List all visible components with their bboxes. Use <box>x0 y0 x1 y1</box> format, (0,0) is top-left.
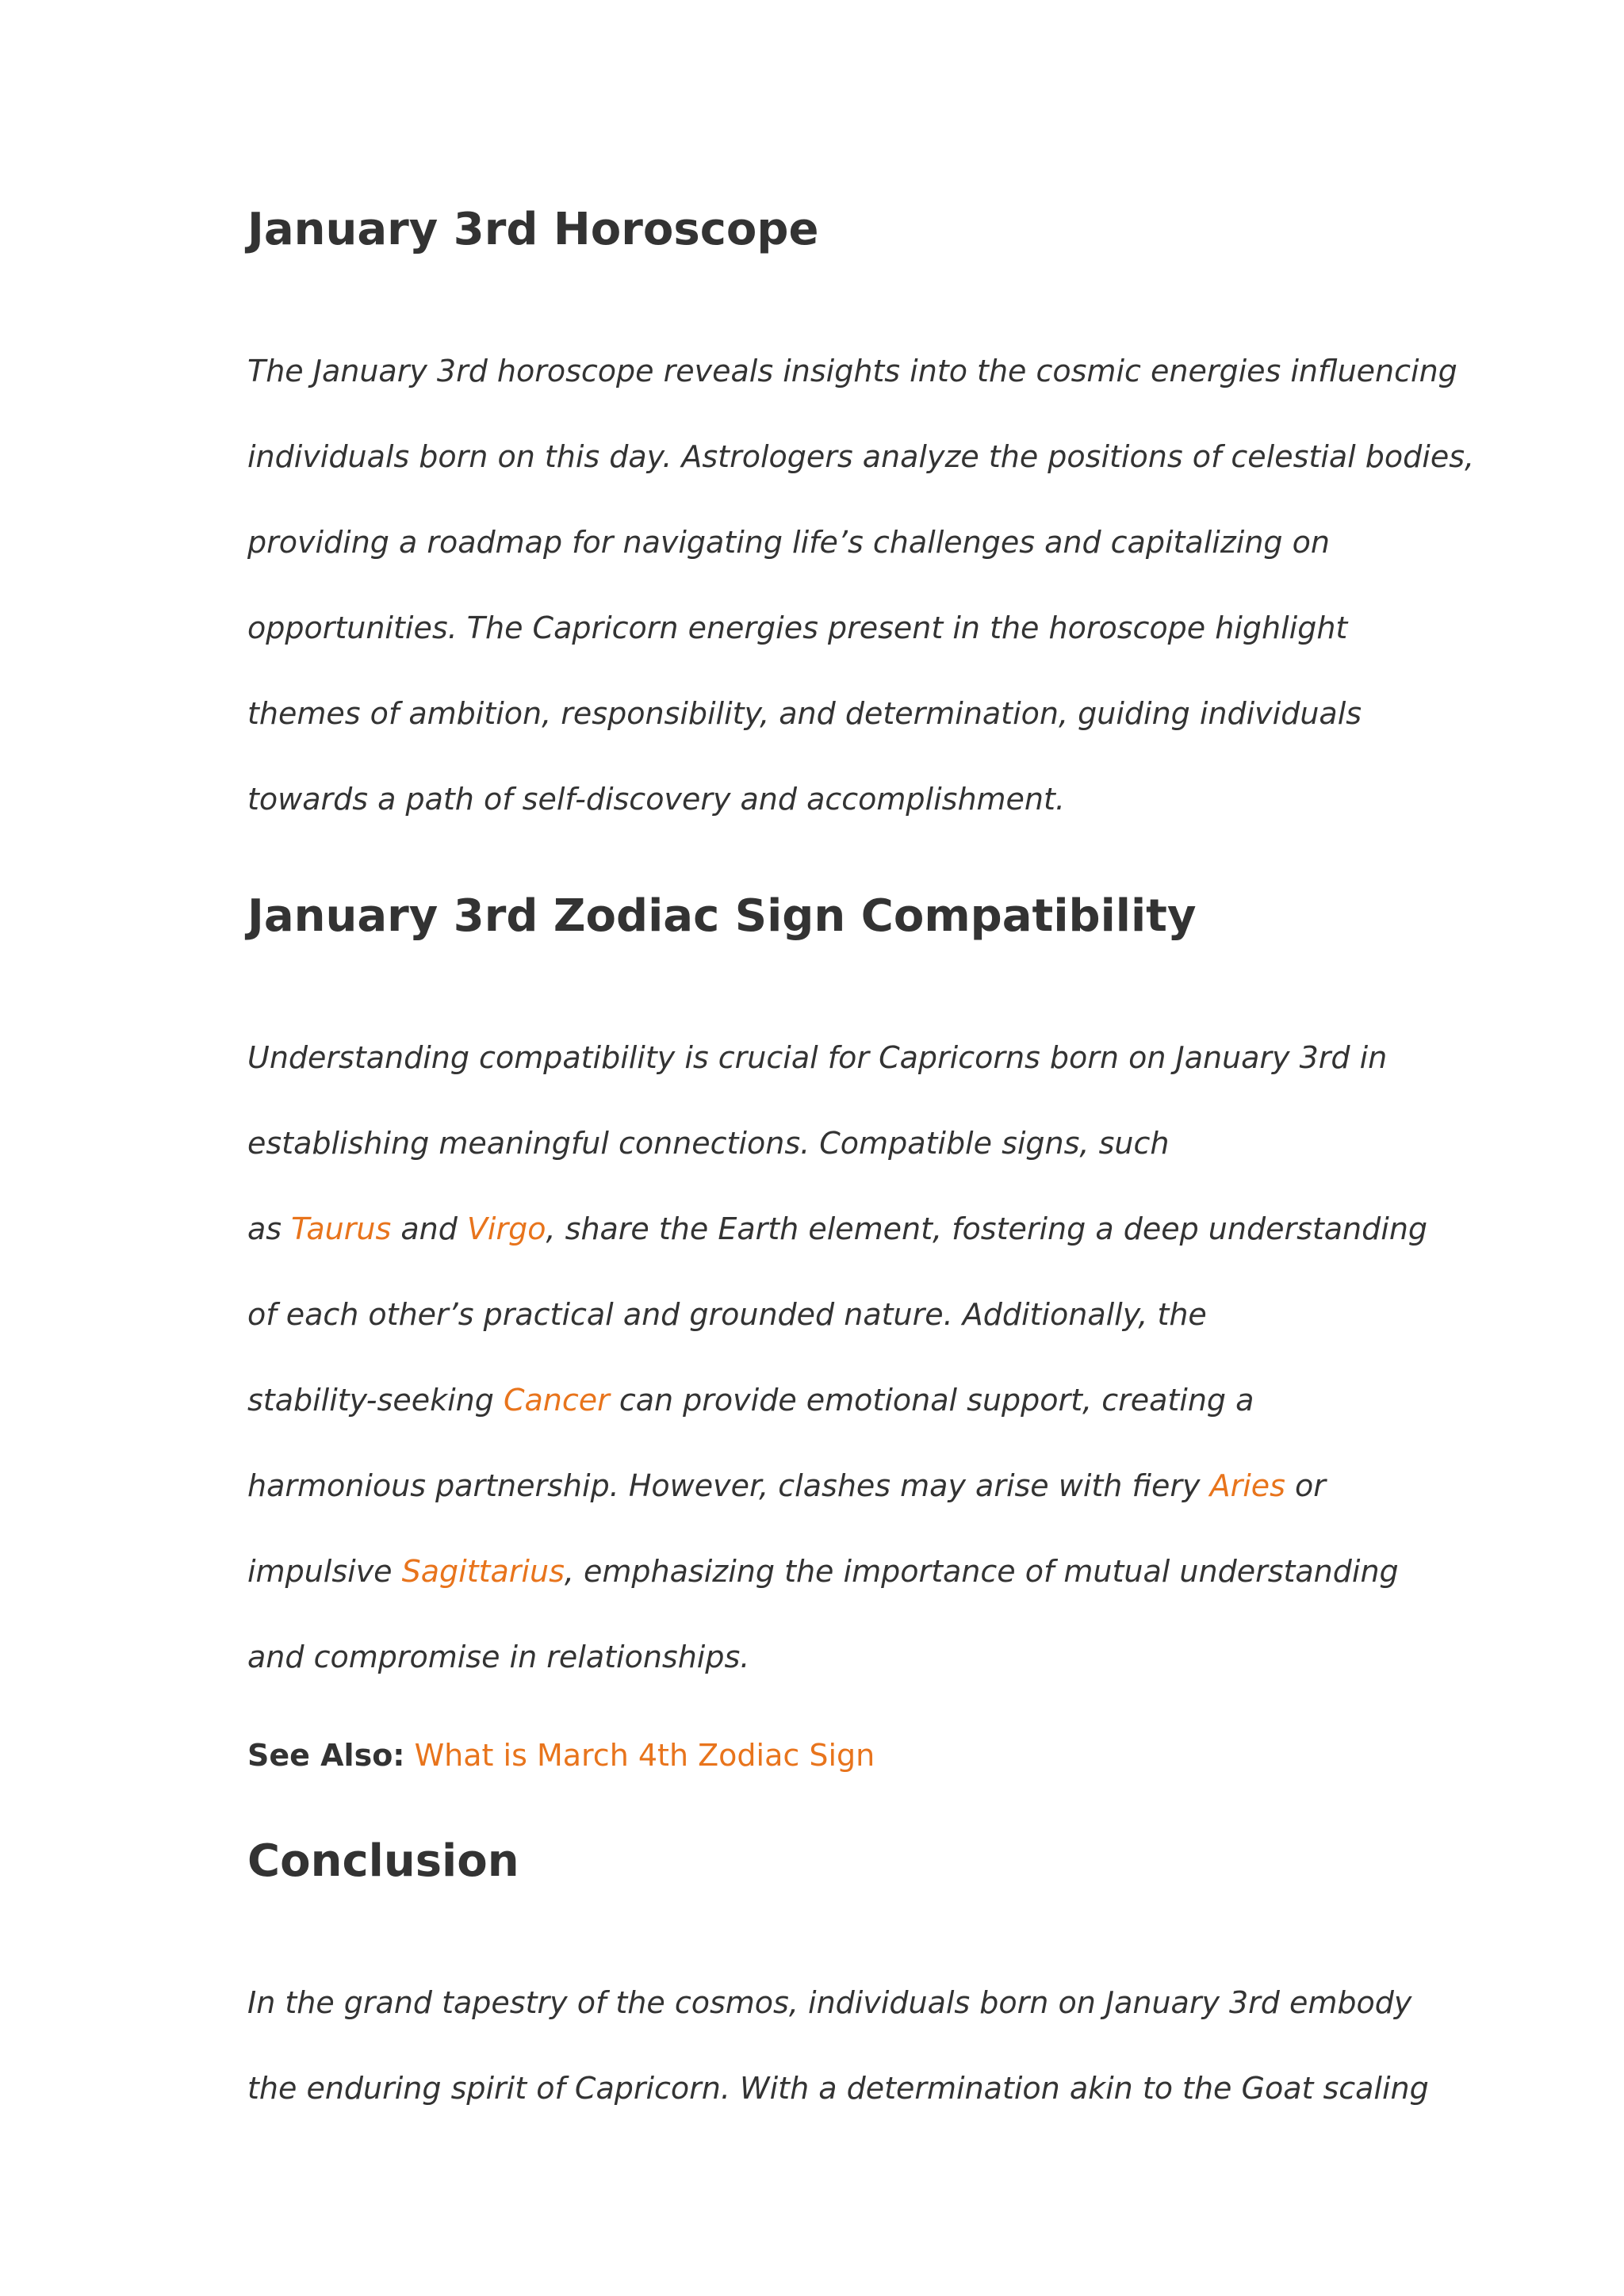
see-also-label: See Also: <box>247 1738 405 1773</box>
text-fragment: impulsive <box>247 1554 402 1589</box>
paragraph-horoscope <box>247 328 1475 842</box>
see-also <box>247 1732 1413 1779</box>
text-line: In the grand tapestry of the cosmos, individuals born on January 3rd embody <box>247 1985 1412 2020</box>
text-fragment: stability-seeking <box>247 1383 504 1418</box>
paragraph-conclusion <box>247 1960 1429 2131</box>
text-line: individuals born on this day. Astrologers analyze the positions of celestial bodies, <box>247 439 1475 474</box>
link-virgo[interactable]: Virgo <box>466 1211 546 1246</box>
text-line: themes of ambition, responsibility, and determination, guiding individuals <box>247 696 1362 731</box>
text-line: the enduring spirit of Capricorn. With a determination akin to the Goat scaling <box>247 2071 1429 2106</box>
text-line: towards a path of self-discovery and accomplishment. <box>247 782 1065 817</box>
heading-conclusion: Conclusion <box>247 1835 519 1887</box>
heading-compatibility: January 3rd Zodiac Sign Compatibility <box>247 890 1197 942</box>
link-sagittarius[interactable]: Sagittarius <box>401 1554 565 1589</box>
article-body <box>247 198 1475 2131</box>
text-fragment: can provide emotional support, creating a <box>609 1383 1254 1418</box>
text-line: opportunities. The Capricorn energies present in the horoscope highlight <box>247 610 1348 645</box>
text-line: and compromise in relationships. <box>247 1640 750 1674</box>
link-aries[interactable]: Aries <box>1209 1468 1285 1503</box>
link-see-also[interactable]: What is March 4th Zodiac Sign <box>414 1738 875 1773</box>
link-taurus[interactable]: Taurus <box>291 1211 392 1246</box>
text-fragment: as <box>247 1211 292 1246</box>
text-line: providing a roadmap for navigating life’s challenges and capitalizing on <box>247 525 1330 560</box>
text-fragment: , share the Earth element, fostering a deep understanding <box>546 1211 1428 1246</box>
text-line <box>247 1443 1413 1529</box>
text-fragment: and <box>391 1211 467 1246</box>
text-line: establishing meaningful connections. Compatible signs, such <box>247 1126 1170 1161</box>
text-line: of each other’s practical and grounded nature. Additionally, the <box>247 1297 1207 1332</box>
text-fragment: , emphasizing the importance of mutual understanding <box>564 1554 1399 1589</box>
text-line <box>247 1357 1413 1443</box>
link-cancer[interactable]: Cancer <box>503 1383 610 1418</box>
text-line: The January 3rd horoscope reveals insights into the cosmic energies influencing <box>247 354 1457 388</box>
text-line: Understanding compatibility is crucial for Capricorns born on January 3rd in <box>247 1040 1388 1075</box>
paragraph-compatibility <box>247 1015 1428 1700</box>
heading-horoscope: January 3rd Horoscope <box>247 204 819 255</box>
text-line <box>247 1529 1413 1614</box>
text-fragment: harmonious partnership. However, clashes may arise with fiery <box>247 1468 1210 1503</box>
text-fragment: or <box>1285 1468 1326 1503</box>
text-line <box>247 1186 1428 1272</box>
